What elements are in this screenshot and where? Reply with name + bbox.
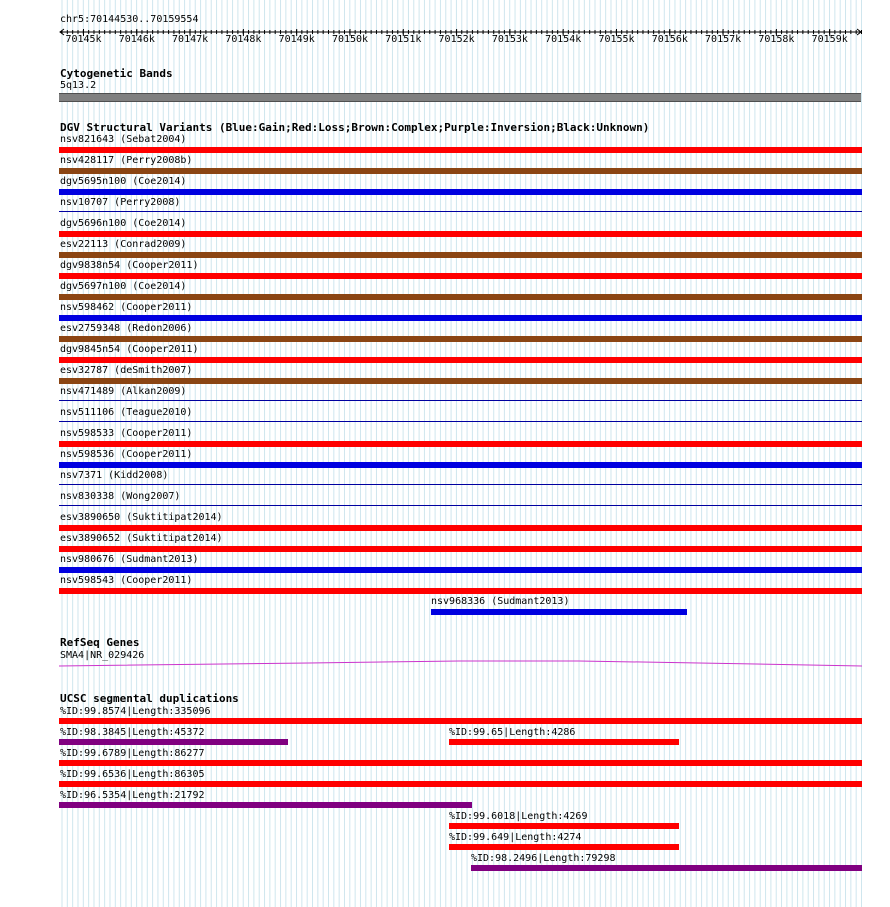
dgv-variant-label[interactable]: nsv980676 (Sudmant2013) bbox=[60, 554, 199, 565]
dgv-variant-label[interactable]: nsv10707 (Perry2008) bbox=[60, 197, 181, 208]
dgv-variant-label[interactable]: esv2759348 (Redon2006) bbox=[60, 323, 193, 334]
segdup-label[interactable]: %ID:99.65|Length:4286 bbox=[449, 727, 576, 738]
segdup-bar[interactable] bbox=[471, 865, 862, 871]
ruler-tick-label: 70156k bbox=[651, 34, 688, 45]
refseq-gene-label[interactable]: SMA4|NR_029426 bbox=[60, 650, 145, 661]
dgv-variant-bar[interactable] bbox=[59, 211, 862, 212]
dgv-variant-bar[interactable] bbox=[59, 168, 862, 174]
dgv-variant-label[interactable]: nsv598533 (Cooper2011) bbox=[60, 428, 193, 439]
dgv-variant-bar[interactable] bbox=[59, 252, 862, 258]
dgv-variant-bar[interactable] bbox=[59, 567, 862, 573]
refseq-gene-line[interactable] bbox=[59, 658, 862, 668]
segdup-label[interactable]: %ID:98.2496|Length:79298 bbox=[471, 853, 616, 864]
segdup-label[interactable]: %ID:96.5354|Length:21792 bbox=[60, 790, 205, 801]
segdup-bar[interactable] bbox=[449, 739, 679, 745]
dgv-variant-bar[interactable] bbox=[59, 357, 862, 363]
ruler-tick-label: 70147k bbox=[172, 34, 209, 45]
dgv-variant-bar[interactable] bbox=[59, 147, 862, 153]
ruler-tick-label: 70155k bbox=[598, 34, 635, 45]
dgv-variant-bar[interactable] bbox=[59, 189, 862, 195]
dgv-variant-label[interactable]: dgv5696n100 (Coe2014) bbox=[60, 218, 187, 229]
dgv-variant-bar[interactable] bbox=[59, 525, 862, 531]
dgv-variant-label[interactable]: nsv428117 (Perry2008b) bbox=[60, 155, 193, 166]
ruler-tick-label: 70154k bbox=[545, 34, 582, 45]
segdup-label[interactable]: %ID:99.8574|Length:335096 bbox=[60, 706, 211, 717]
dgv-variant-label[interactable]: esv22113 (Conrad2009) bbox=[60, 239, 187, 250]
dgv-variant-bar[interactable] bbox=[59, 546, 862, 552]
dgv-variant-bar[interactable] bbox=[59, 484, 862, 485]
dgv-variant-label[interactable]: nsv821643 (Sebat2004) bbox=[60, 134, 187, 145]
refseq-track-title: RefSeq Genes bbox=[60, 636, 140, 649]
dgv-variant-label[interactable]: dgv9838n54 (Cooper2011) bbox=[60, 260, 199, 271]
dgv-variant-label[interactable]: nsv511106 (Teague2010) bbox=[60, 407, 193, 418]
dgv-variant-label[interactable]: nsv968336 (Sudmant2013) bbox=[431, 596, 570, 607]
ruler-tick-label: 70146k bbox=[118, 34, 155, 45]
segdup-label[interactable]: %ID:98.3845|Length:45372 bbox=[60, 727, 205, 738]
segdup-bar[interactable] bbox=[449, 823, 679, 829]
dgv-variant-bar[interactable] bbox=[59, 462, 862, 468]
ruler-tick-label: 70158k bbox=[758, 34, 795, 45]
ruler-tick-label: 70151k bbox=[385, 34, 422, 45]
dgv-variant-bar[interactable] bbox=[59, 505, 862, 506]
ruler-tick-label: 70152k bbox=[438, 34, 475, 45]
dgv-variant-label[interactable]: nsv830338 (Wong2007) bbox=[60, 491, 181, 502]
segdup-bar[interactable] bbox=[59, 802, 472, 808]
dgv-variant-label[interactable]: dgv5695n100 (Coe2014) bbox=[60, 176, 187, 187]
segdup-track-title: UCSC segmental duplications bbox=[60, 692, 239, 705]
dgv-variant-label[interactable]: dgv5697n100 (Coe2014) bbox=[60, 281, 187, 292]
ruler-tick-label: 70150k bbox=[331, 34, 369, 45]
dgv-variant-label[interactable]: nsv598536 (Cooper2011) bbox=[60, 449, 193, 460]
ruler-tick-label: 70159k bbox=[811, 34, 848, 45]
dgv-track-title: DGV Structural Variants (Blue:Gain;Red:Loss;Brown:Complex;Purple:Inversion;Black:Unknown) bbox=[60, 121, 650, 134]
dgv-variant-bar[interactable] bbox=[59, 273, 862, 279]
dgv-variant-label[interactable]: esv3890652 (Suktitipat2014) bbox=[60, 533, 223, 544]
dgv-variant-bar[interactable] bbox=[59, 421, 862, 422]
dgv-variant-label[interactable]: nsv598543 (Cooper2011) bbox=[60, 575, 193, 586]
dgv-variant-label[interactable]: nsv598462 (Cooper2011) bbox=[60, 302, 193, 313]
dgv-variant-bar[interactable] bbox=[59, 378, 862, 384]
dgv-variant-bar[interactable] bbox=[59, 400, 862, 401]
segdup-label[interactable]: %ID:99.6789|Length:86277 bbox=[60, 748, 205, 759]
cytoband-bar[interactable] bbox=[59, 93, 861, 102]
segdup-label[interactable]: %ID:99.649|Length:4274 bbox=[449, 832, 582, 843]
dgv-variant-label[interactable]: nsv471489 (Alkan2009) bbox=[60, 386, 187, 397]
ruler-tick-label: 70148k bbox=[225, 34, 262, 45]
dgv-variant-bar[interactable] bbox=[59, 315, 862, 321]
ruler-tick-label: 70157k bbox=[705, 34, 742, 45]
dgv-variant-label[interactable]: esv32787 (deSmith2007) bbox=[60, 365, 193, 376]
dgv-variant-bar[interactable] bbox=[59, 336, 862, 342]
segdup-bar[interactable] bbox=[59, 739, 288, 745]
segdup-label[interactable]: %ID:99.6536|Length:86305 bbox=[60, 769, 205, 780]
dgv-variant-label[interactable]: dgv9845n54 (Cooper2011) bbox=[60, 344, 199, 355]
dgv-variant-bar[interactable] bbox=[59, 441, 862, 447]
dgv-variant-bar[interactable] bbox=[59, 294, 862, 300]
cytoband-name: 5q13.2 bbox=[60, 80, 97, 91]
dgv-variant-label[interactable]: nsv7371 (Kidd2008) bbox=[60, 470, 169, 481]
dgv-variant-label[interactable]: esv3890650 (Suktitipat2014) bbox=[60, 512, 223, 523]
segdup-bar[interactable] bbox=[59, 760, 862, 766]
segdup-bar[interactable] bbox=[59, 718, 862, 724]
segdup-label[interactable]: %ID:99.6018|Length:4269 bbox=[449, 811, 588, 822]
cytoband-title: Cytogenetic Bands bbox=[60, 67, 173, 80]
ruler-tick-label: 70145k bbox=[65, 34, 102, 45]
position-label: chr5:70144530..70159554 bbox=[60, 14, 199, 25]
ruler-tick-label: 70149k bbox=[278, 34, 315, 45]
dgv-variant-bar[interactable] bbox=[59, 588, 862, 594]
dgv-variant-bar[interactable] bbox=[431, 609, 687, 615]
segdup-bar[interactable] bbox=[59, 781, 862, 787]
dgv-variant-bar[interactable] bbox=[59, 231, 862, 237]
segdup-bar[interactable] bbox=[449, 844, 679, 850]
ruler-tick-label: 70153k bbox=[491, 34, 528, 45]
